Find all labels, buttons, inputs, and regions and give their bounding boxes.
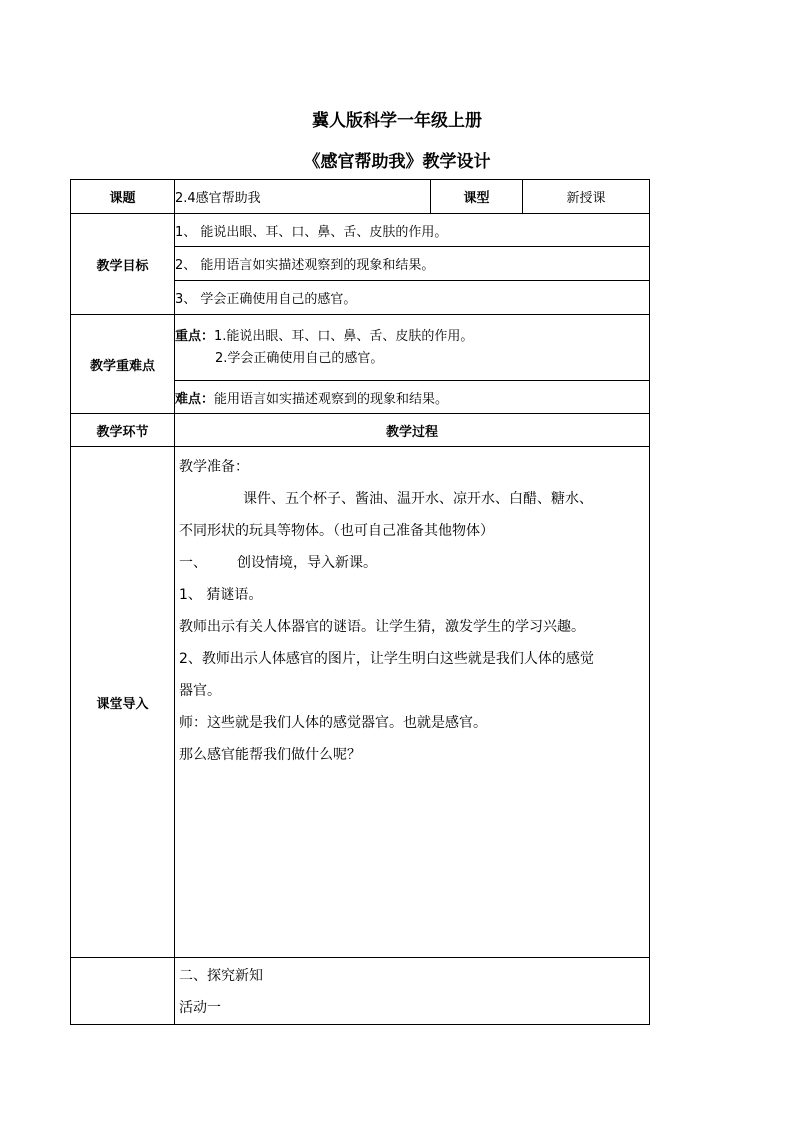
sub-step-2-line-1: 2、教师出示人体感官的图片，让学生明白这些就是我们人体的感觉 (179, 651, 594, 667)
prep-line-2: 不同形状的玩具等物体。（也可自己准备其他物体） (179, 523, 494, 539)
topic-label: 课题 (71, 180, 175, 214)
sub-step-2-line-2: 器官。 (179, 683, 221, 699)
explore-title: 二、探究新知 (179, 968, 263, 984)
explore-row (71, 958, 650, 1025)
teacher-line: 师：这些就是我们人体的感觉器官。也就是感官。 (179, 715, 487, 731)
intro-label: 课堂导入 (71, 447, 175, 958)
document-subtitle: 《感官帮助我》教学设计 (303, 152, 491, 172)
lesson-plan-table (70, 179, 650, 1025)
objectives-label: 教学目标 (71, 214, 175, 315)
prep-title: 教学准备： (179, 459, 249, 475)
sub-step-1-desc: 教师出示有关人体器官的谜语。让学生猜，激发学生的学习兴趣。 (179, 619, 585, 635)
difficult-prefix: 难点： (175, 391, 215, 407)
key-point-2: 2.学会正确使用自己的感官。 (215, 350, 384, 366)
difficult-cell (175, 381, 650, 414)
objective-item-3: 3、 学会正确使用自己的感官。 (175, 281, 650, 315)
document-title: 冀人版科学一年级上册 (312, 111, 482, 131)
lesson-type-label: 课型 (431, 180, 523, 214)
explore-label (71, 958, 175, 1025)
explore-content (175, 958, 650, 1025)
topic-value: 2.4感官帮助我 (175, 180, 431, 214)
key-point-1: 1.能说出眼、耳、口、鼻、舌、皮肤的作用。 (214, 328, 474, 344)
section-label: 教学环节 (71, 414, 175, 447)
objective-row-1 (71, 214, 650, 247)
intro-content (175, 447, 650, 958)
objective-item-2: 2、 能用语言如实描述观察到的现象和结果。 (175, 247, 650, 281)
key-points-row (71, 315, 650, 381)
objective-item-1: 1、 能说出眼、耳、口、鼻、舌、皮肤的作用。 (175, 214, 650, 247)
key-prefix: 重点： (175, 328, 215, 344)
lesson-type-value: 新授课 (523, 180, 650, 214)
topic-row (71, 180, 650, 214)
key-points-cell (175, 315, 650, 381)
section-header-row (71, 414, 650, 447)
key-points-label: 教学重难点 (71, 315, 175, 414)
prep-line-1: 课件、五个杯子、酱油、温开水、凉开水、白醋、糖水、 (243, 491, 593, 507)
step-1: 一、 创设情境，导入新课。 (179, 555, 377, 571)
question-line: 那么感官能帮我们做什么呢？ (179, 747, 361, 763)
difficult-point: 能用语言如实描述观察到的现象和结果。 (214, 391, 449, 407)
sub-step-1: 1、 猜谜语。 (179, 587, 263, 603)
intro-row (71, 447, 650, 958)
section-value: 教学过程 (175, 414, 650, 447)
activity-title: 活动一 (179, 1000, 221, 1016)
